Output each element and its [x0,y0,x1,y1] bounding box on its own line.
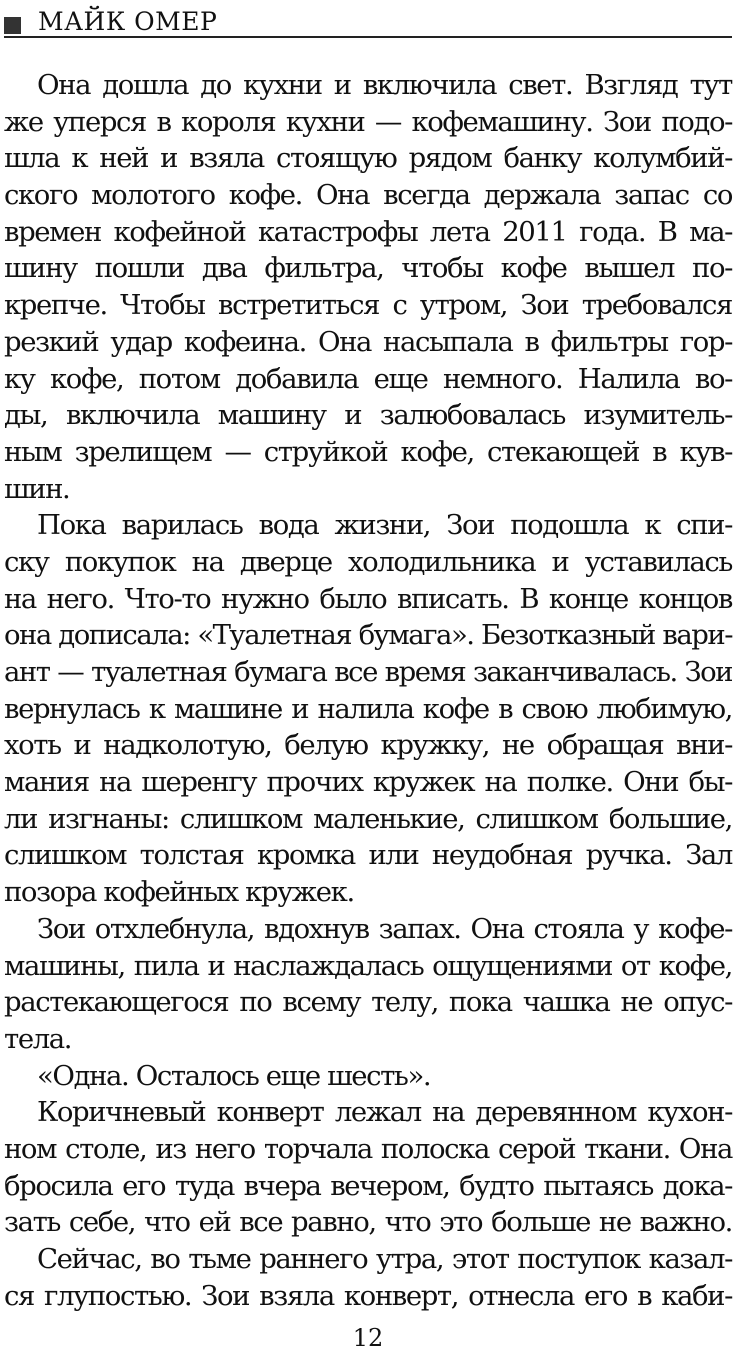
text-line: крепче. Чтобы встретиться с утром, Зои требовался [4,289,732,322]
text-line: ли изгнаны: слишком маленькие, слишком большие, [4,802,732,835]
text-line: растекающегося по всему телу, пока чашка не опус- [4,986,732,1019]
text-line: времен кофейной катастрофы лета 2011 года. В ма- [4,215,732,248]
text-line: Зои отхлебнула, вдохнув запах. Она стояла у кофе- [37,912,732,945]
text-line: позора кофейных кружек. [4,876,354,909]
header-marker-square [4,17,21,34]
header-author-name: МАЙК ОМЕР [38,7,218,36]
text-line: бросила его туда вчера вечером, будто пытаясь дока- [4,1169,732,1202]
page-number: 12 [352,1324,384,1352]
text-line: ского молотого кофе. Она всегда держала запас со [4,179,732,212]
text-line: «Одна. Осталось еще шесть». [37,1059,431,1092]
text-line: она дописала: «Туалетная бумага». Безотказный вари- [4,619,732,652]
text-line: ды, включила машину и залюбовалась изумитель- [4,399,732,432]
text-line: хоть и надколотую, белую кружку, не обращая вни- [4,729,732,762]
text-line: шла к ней и взяла стоящую рядом банку колумбий- [4,142,732,175]
text-line: Сейчас, во тьме раннего утра, этот поступок казал- [37,1243,732,1275]
text-line: ном столе, из него торчала полоска серой ткани. Она [4,1132,732,1165]
text-line: зать себе, что ей все равно, что это больше не важно. [4,1206,732,1239]
text-line: слишком толстая кромка или неудобная ручка. Зал [4,839,732,872]
text-line: резкий удар кофеина. Она насыпала в фильтры гор- [4,325,732,358]
running-header [4,8,732,38]
text-line: Она дошла до кухни и включила свет. Взгляд тут [37,69,732,101]
text-line: тела. [4,1022,72,1055]
text-line: ку кофе, потом добавила еще немного. Налила во- [4,362,732,395]
text-line: шину пошли два фильтра, чтобы кофе вышел по- [4,252,732,285]
text-line: мания на шеренгу прочих кружек на полке. Они бы- [4,766,732,799]
text-line: ант — туалетная бумага все время заканчивалась. Зои [4,656,732,688]
text-line: вернулась к машине и налила кофе в свою любимую, [4,692,732,725]
text-line: машины, пила и наслаждалась ощущениями от кофе, [4,949,732,982]
text-line: ным зрелищем — струйкой кофе, стекающей в кув- [4,435,732,468]
text-line: ся глупостью. Зои взяла конверт, отнесла его в каби- [4,1279,732,1312]
main-text-block [4,67,732,1314]
text-line: же уперся в короля кухни — кофемашину. Зои подо- [4,105,732,138]
text-line: Пока варилась вода жизни, Зои подошла к спи- [37,509,732,542]
text-line: на него. Что-то нужно было вписать. В конце концов [4,582,732,615]
text-line: Коричневый конверт лежал на деревянном кухон- [37,1096,732,1129]
text-line: ску покупок на дверце холодильника и уставилась [4,545,732,578]
text-line: шин. [4,472,70,505]
